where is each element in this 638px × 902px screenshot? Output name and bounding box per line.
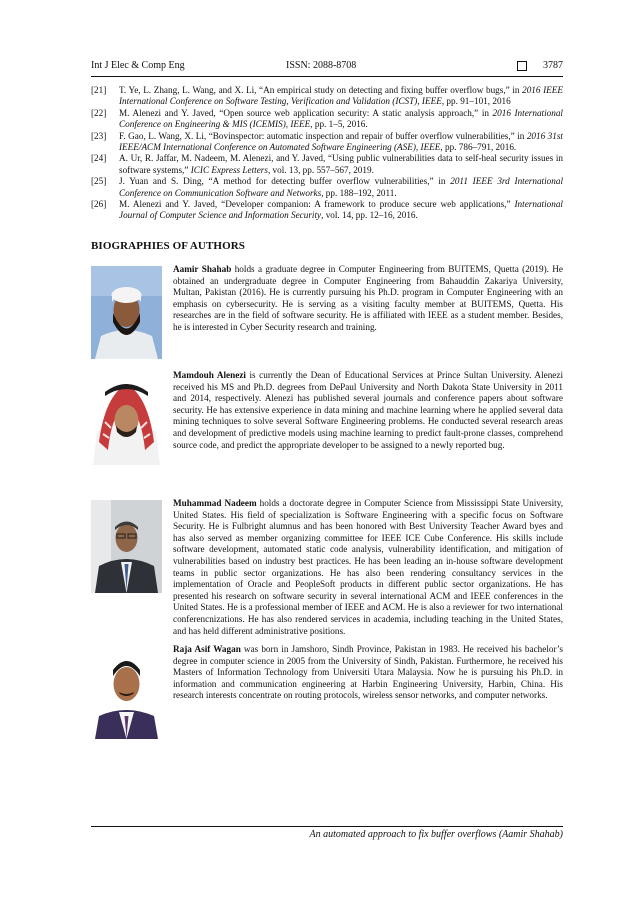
bio-text: Muhammad Nadeem holds a doctorate degree in Computer Science from Mississippi State University, United States. His field of specialization is Software Engineering with a specific focus on Software Security. He is Fulbright alumnus and has been honored with Best University Teacher Award byes and has also served as member organizing committee for IEEE ICE Cube Conference. His skills include software development, automated static code analysis, vulnerability identification, and mitigation of vulnerabilities based on industry best practices. He has been leading an in-house software development teams in public sector organizations. He has also been rendering consultancy services in the implementation of Oracle and PeopleSoft products in different public sector organizations. He has presented his research on software security in several international ACM and IEEE conferences in the United States. He is a professional member of IEEE and ACM. He is also a reviewer for two international conferencnizations. He has also rendered services in academia, including teaching in the United States, and has held different administrative positions. (173, 498, 563, 636)
checkbox-square-icon (517, 61, 527, 71)
running-header (91, 58, 563, 74)
bio-text: Raja Asif Wagan was born in Jamshoro, Sindh Province, Pakistan in 1983. He received his bachelor’s degree in computer science in 2005 from the University of Sindh, Pakistan. Furthermore, he received his Masters of Information Technology from Universiti Utara Malaysia. Now he is pursuing his Ph.D. in information and communication engineering at Harbin Engineering University, Harbin, China. His research interests concentrate on routing protocols, wireless sensor networks, and computer networks. (173, 644, 564, 701)
bio-text: Mamdouh Alenezi is currently the Dean of Educational Services at Prince Sultan University. Alenezi received his MS and Ph.D. degrees from DePaul University and North Dakota State University in 2011 and 2014, respectively. Alenezi has published several journals and conference papers about software security. He has extensive experience in data mining and machine learning where he applied several data mining techniques to solve several Software Engineering problems. He conducted several research areas and development of predictive models using machine learning to predict fault-prone classes, comprehend source code, and predict the appropriate developer to be assigned to a newly reported bug. (173, 370, 563, 450)
reference-item: [24] A. Ur, R. Jaffar, M. Nadeem, M. Alenezi, and Y. Javed, “Using public vulnerabilities data to self-heal security issues in software systems,” ICIC Express Letters, vol. 13, pp. 557–567, 2019. (91, 153, 563, 175)
bio-text: Aamir Shahab holds a graduate degree in Computer Engineering from BUITEMS, Quetta (2019). He obtained an undergraduate degree in Computer Engineering from Bahauddin Zakariya University, Multan, Pakistan (2016). He is currently pursuing his Ph.D. program in Computer Engineering with an emphasis on cybersecurity. He is serving as a visiting faculty member at BUITEMS, Quetta. His researches are in the field of software security. He is affiliated with IEEE as a student member. Besides, he is interested in Cyber Security research and training. (173, 264, 563, 332)
biographies-heading: BIOGRAPHIES OF AUTHORS (91, 240, 245, 252)
reference-item: [23] F. Gao, L. Wang, X. Li, “Bovinspector: automatic inspection and repair of buffer overflow vulnerabilities,” in 2016 31st IEEE/ACM International Conference on Automated Software Engineering (ASE), IEEE, pp. 786–791, 2016. (91, 130, 563, 153)
reference-item: [26] M. Alenezi and Y. Javed, “Developer companion: A framework to produce secure web applications,” International Journal of Computer Science and Information Security, vol. 14, pp. 12–16, 2016. (91, 199, 563, 221)
author-name: Aamir Shahab (173, 264, 232, 274)
author-photo (91, 500, 162, 593)
author-photo (91, 646, 162, 739)
issn: ISSN: 2088-8708 (286, 60, 357, 71)
author-photo (91, 266, 162, 359)
header-rule (91, 76, 563, 77)
author-name: Raja Asif Wagan (173, 644, 241, 654)
journal-name: Int J Elec & Comp Eng (91, 60, 185, 71)
reference-item: [25] J. Yuan and S. Ding, “A method for detecting buffer overflow vulnerabilities,” in 2011 IEEE 3rd International Conference on Communication Software and Networks, pp. 188–192, 2011. (91, 176, 563, 198)
running-footer: An automated approach to fix buffer overflows (Aamir Shahab) (309, 829, 563, 840)
page-number: 3787 (543, 60, 563, 71)
reference-item: [21] T. Ye, L. Zhang, L. Wang, and X. Li, “An empirical study on detecting and fixing buffer overflow bugs,” in 2016 IEEE International Conference on Software Testing, Verification and Validation (ICST), IEEE, pp. 91–101, 2016 (91, 85, 563, 107)
author-photo (91, 372, 162, 465)
author-name: Muhammad Nadeem (173, 498, 257, 508)
footer-rule (91, 826, 563, 827)
reference-item: [22] M. Alenezi and Y. Javed, “Open source web application security: A static analysis approach,” in 2016 International Conference on Engineering & MIS (ICEMIS), IEEE, pp. 1–5, 2016. (91, 107, 563, 130)
author-name: Mamdouh Alenezi (173, 370, 246, 380)
reference-list (91, 85, 563, 222)
